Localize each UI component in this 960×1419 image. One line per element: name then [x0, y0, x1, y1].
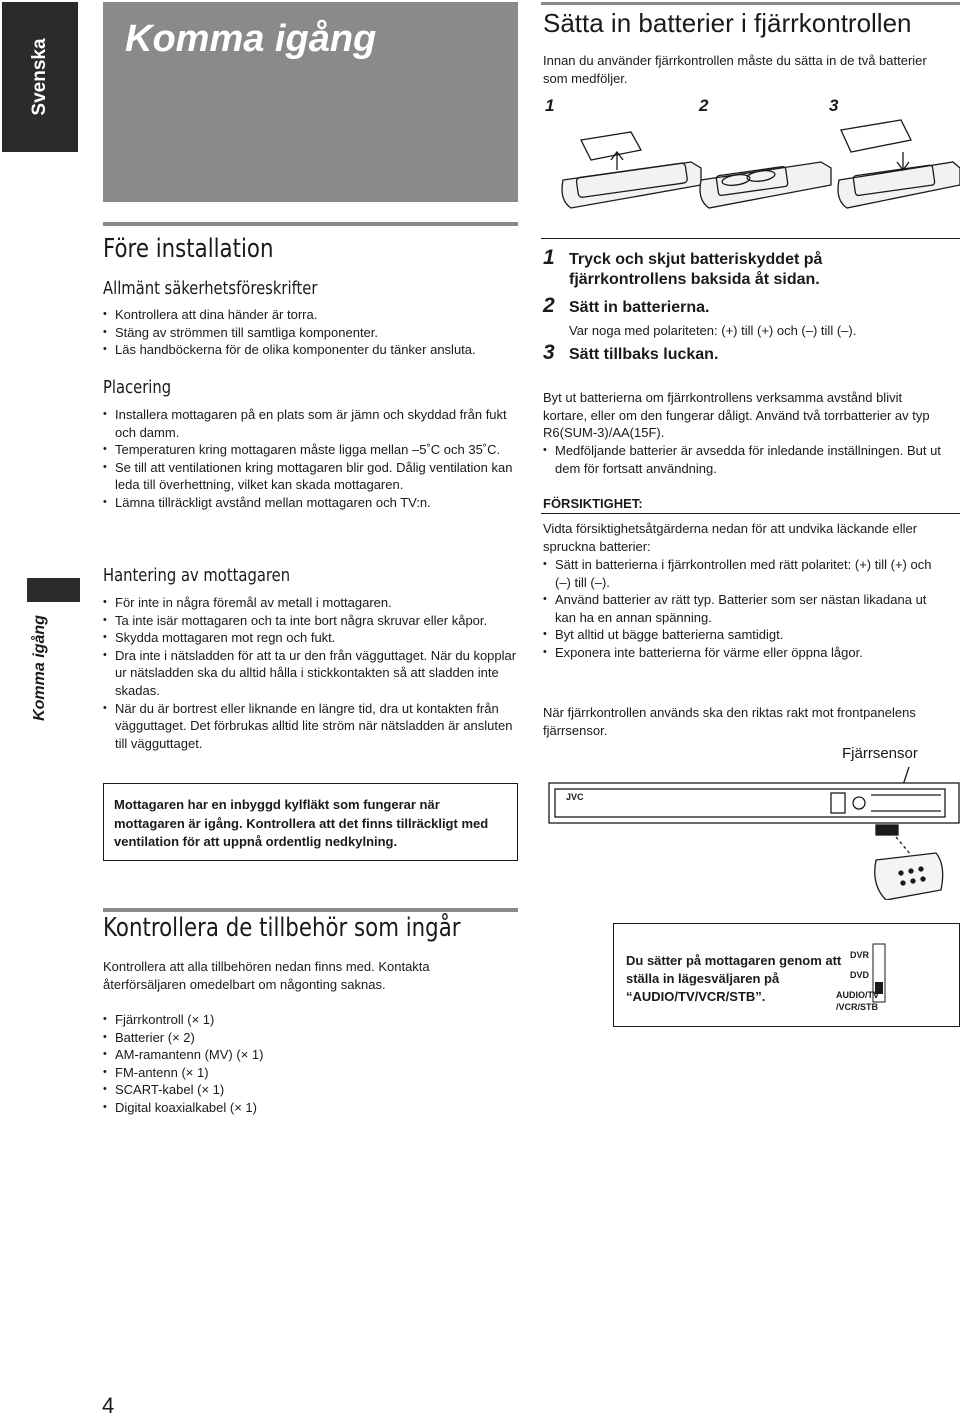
section-rule: [541, 2, 960, 5]
mode-label: AUDIO/TV: [836, 990, 880, 1000]
mode-note-text: Du sätter på mottagaren genom att ställa in lägesväljaren på “AUDIO/TV/VCR/STB”.: [626, 953, 842, 1004]
safety-list: [103, 306, 518, 359]
caution-title: FÖRSIKTIGHET:: [543, 496, 643, 511]
brand-logo: JVC: [566, 792, 584, 802]
list-item: • Ta inte isär mottagaren och ta inte bort några skruvar eller kåpor.: [103, 612, 518, 630]
figure-label: 2: [699, 96, 709, 115]
caution-intro: Vidta försiktighetsåtgärderna nedan för att undvika läckande eller spruckna batterier:: [543, 521, 918, 554]
mode-note-box: [613, 923, 960, 1027]
list-item: • Batterier (× 2): [103, 1029, 403, 1047]
page-number: 4: [102, 1393, 115, 1418]
accessories-intro: Kontrollera att alla tillbehören nedan finns med. Kontakta återförsäljaren omedelbart om någonting saknas.: [103, 959, 430, 992]
step-number: 3: [543, 341, 555, 364]
mode-label: DVR: [850, 950, 870, 960]
list-item: • Installera mottagaren på en plats som är jämn och skyddad från fukt och damm.: [103, 406, 518, 441]
page-title-box: [103, 2, 518, 202]
caution-rule: [541, 513, 960, 514]
list-item: • FM-antenn (× 1): [103, 1064, 403, 1082]
before-install-heading: Före installation: [103, 234, 274, 264]
receiver-illustration: [541, 765, 960, 900]
battery-figure: [541, 90, 960, 230]
list-item: • Digital koaxialkabel (× 1): [103, 1099, 403, 1117]
list-item: • Exponera inte batterierna för värme eller öppna lågor.: [543, 644, 948, 662]
batteries-intro: Innan du använder fjärrkontrollen måste du sätta in de två batterier som medföljer.: [543, 53, 927, 86]
step-text: Tryck och skjut batteriskyddet på fjärrkontrollens baksida åt sidan.: [569, 251, 823, 288]
language-tab: [2, 2, 78, 152]
page-title: Komma igång: [125, 18, 377, 60]
batteries-heading: Sätta in batterier i fjärrkontrollen: [543, 8, 912, 38]
step-1: [543, 246, 943, 290]
safety-heading: Allmänt säkerhetsföreskrifter: [103, 278, 318, 299]
section-rule: [103, 222, 518, 226]
step-number: 1: [543, 246, 555, 269]
list-item: • AM-ramantenn (MV) (× 1): [103, 1046, 403, 1064]
fan-note-text: Mottagaren har en inbyggd kylfläkt som fungerar när mottagaren är igång. Kontrollera att det finns tillräckligt med ventilation för att uppnå ordentlig nedkylning.: [114, 797, 489, 849]
mode-label: DVD: [850, 970, 870, 980]
list-item: • Stäng av strömmen till samtliga komponenter.: [103, 324, 518, 342]
step-3: [543, 341, 943, 365]
section-tab-label: Komma igång: [31, 615, 48, 721]
list-item: • Byt alltid ut bägge batterierna samtidigt.: [543, 626, 948, 644]
mode-label: /VCR/STB: [836, 1002, 879, 1012]
section-rule: [541, 238, 960, 239]
step-text: Sätt in batterierna.: [569, 299, 710, 316]
step-2: [543, 294, 943, 318]
included-note-list: [543, 442, 948, 477]
aim-text: När fjärrkontrollen används ska den riktas rakt mot frontpanelens fjärrsensor.: [543, 705, 916, 738]
list-item: • Medföljande batterier är avsedda för inledande inställningen. But ut dem för fortsatt användning.: [543, 442, 948, 477]
list-item: • Dra inte i nätsladden för att ta ur den från vägguttaget. När du kopplar ur nätsladden ska du alltid hålla i stickkontakten så att sladden inte skadas.: [103, 647, 518, 700]
placement-list: [103, 406, 518, 512]
list-item: • Lämna tillräckligt avstånd mellan mottagaren och TV:n.: [103, 494, 518, 512]
handling-heading: Hantering av mottagaren: [103, 565, 291, 586]
fan-note-box: [103, 783, 518, 861]
list-item: • Använd batterier av rätt typ. Batterier som ser nästan likadana ut kan ha en annan spänning.: [543, 591, 948, 626]
list-item: • För inte in några föremål av metall i mottagaren.: [103, 594, 518, 612]
step-number: 2: [543, 294, 555, 317]
list-item: • SCART-kabel (× 1): [103, 1081, 403, 1099]
list-item: • Temperaturen kring mottagaren måste ligga mellan –5˚C och 35˚C.: [103, 441, 518, 459]
section-tab-marker: [27, 578, 80, 602]
list-item: • Fjärrkontroll (× 1): [103, 1011, 403, 1029]
caution-list: [543, 556, 948, 662]
step-text: Sätt tillbaks luckan.: [569, 346, 719, 363]
accessories-list: [103, 1011, 403, 1117]
section-rule: [103, 908, 518, 912]
handling-list: [103, 594, 518, 752]
figure-label: 1: [545, 96, 555, 115]
sensor-label: Fjärrsensor: [842, 745, 918, 762]
remote-illustration: [541, 90, 960, 230]
list-item: • Sätt in batterierna i fjärrkontrollen med rätt polaritet: (+) till (+) och (–) till (–).: [543, 556, 948, 591]
section-tab: [28, 608, 52, 728]
polarity-note: Var noga med polariteten: (+) till (+) och (–) till (–).: [569, 323, 857, 338]
figure-label: 3: [829, 96, 839, 115]
accessories-heading: Kontrollera de tillbehör som ingår: [103, 913, 461, 943]
list-item: • Kontrollera att dina händer är torra.: [103, 306, 518, 324]
replace-text: Byt ut batterierna om fjärrkontrollens verksamma avstånd blivit kortare, eller om den fungerar dåligt. Använd två torrbatterier av typ R6(SUM-3)/AA(15F).: [543, 390, 930, 441]
list-item: • Skydda mottagaren mot regn och fukt.: [103, 629, 518, 647]
list-item: • Se till att ventilationen kring mottagaren blir god. Dålig ventilation kan leda till överhettning, vilket kan skada mottagaren.: [103, 459, 518, 494]
language-label: Svenska: [29, 38, 50, 116]
list-item: • Läs handböckerna för de olika komponenter du tänker ansluta.: [103, 341, 518, 359]
placement-heading: Placering: [103, 377, 172, 398]
list-item: • När du är bortrest eller liknande en längre tid, dra ut kontakten från vägguttaget. Det förbrukas alltid lite ström när nätsladden är ansluten till vägguttaget.: [103, 700, 518, 753]
